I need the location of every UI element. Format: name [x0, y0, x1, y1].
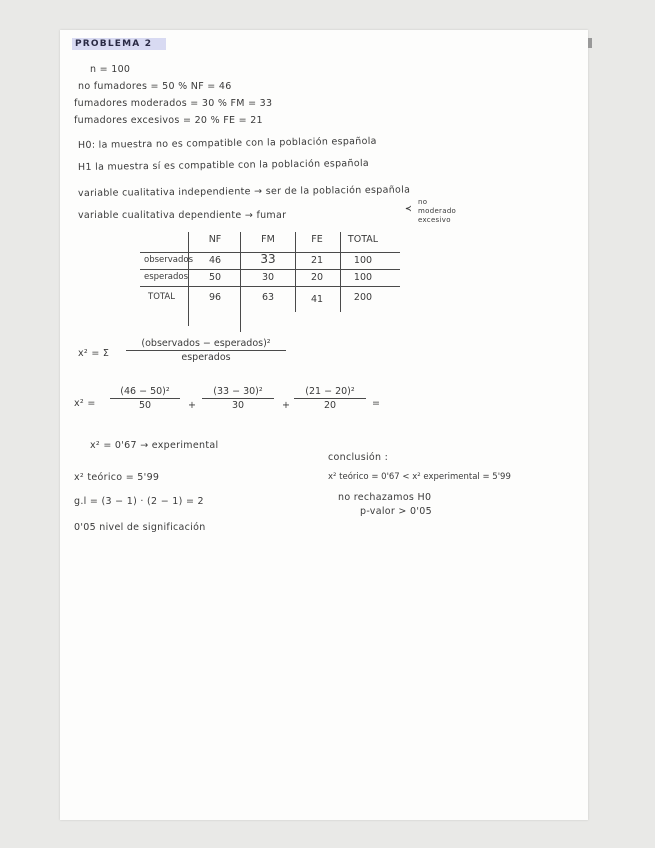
result-significance: 0'05 nivel de significación	[74, 522, 206, 533]
table-cell: 30	[261, 272, 275, 283]
table-cell: 41	[310, 294, 324, 305]
calc-term-1	[110, 386, 180, 411]
conclusion-title: conclusión :	[328, 452, 389, 463]
calc-plus-1: +	[188, 400, 197, 411]
table-header-fm: FM	[261, 234, 275, 245]
line-no-fumadores: no fumadores = 50 % NF = 46	[78, 81, 232, 92]
fumar-option-excesivo: excesivo	[418, 216, 451, 224]
table-row-label: observados	[144, 255, 194, 265]
table-row-label: TOTAL	[148, 292, 175, 302]
calc-plus-2: +	[282, 400, 291, 411]
hypothesis-h1: H1 la muestra sí es compatible con la población española	[77, 157, 370, 173]
hypothesis-h0: H0: la muestra no es compatible con la población española	[77, 135, 377, 151]
calc-equals: =	[372, 398, 381, 409]
line-moderados: fumadores moderados = 30 % FM = 33	[74, 98, 273, 109]
calc-term-2-num: (33 − 30)²	[213, 386, 263, 397]
fumar-option-moderado: moderado	[418, 207, 457, 215]
table-cell: 20	[310, 272, 324, 283]
calc-term-3-den: 20	[323, 400, 337, 411]
table-cell: 200	[353, 292, 373, 303]
brace-icon: ≺	[405, 204, 413, 213]
calc-lhs: x² =	[74, 398, 96, 409]
fumar-option-no: no	[418, 198, 428, 206]
conclusion-line-3: p-valor > 0'05	[360, 506, 432, 517]
page-title: PROBLEMA 2	[72, 38, 166, 50]
formula-numerator: (observados − esperados)²	[141, 338, 271, 349]
table-cell: 100	[353, 255, 373, 266]
table-header-fe: FE	[311, 234, 323, 245]
table-cell: 46	[208, 255, 222, 266]
table-cell: 33	[260, 252, 276, 266]
calc-term-2	[202, 386, 274, 411]
table-cell: 63	[261, 292, 275, 303]
notebook-page	[60, 30, 588, 820]
table-header-total: TOTAL	[347, 234, 379, 245]
table-row-label: esperados	[144, 272, 189, 282]
formula-lhs: x² = Σ	[78, 348, 110, 359]
formula-denominator: esperados	[181, 352, 231, 363]
calc-term-1-den: 50	[138, 400, 152, 411]
calc-term-3-num: (21 − 20)²	[305, 386, 355, 397]
table-cell: 21	[310, 255, 324, 266]
calc-term-2-den: 30	[231, 400, 245, 411]
line-excesivos: fumadores excesivos = 20 % FE = 21	[74, 115, 263, 126]
variable-independent: variable cualitativa independiente → ser de la población española	[77, 184, 411, 199]
table-cell: 96	[208, 292, 222, 303]
table-cell: 50	[208, 272, 222, 283]
line-n: n = 100	[90, 64, 131, 75]
table-header-nf: NF	[208, 234, 222, 245]
result-teorico: x² teórico = 5'99	[74, 472, 160, 483]
result-degrees-freedom: g.l = (3 − 1) · (2 − 1) = 2	[74, 496, 204, 507]
formula-fraction	[126, 338, 286, 363]
table-cell: 100	[353, 272, 373, 283]
calc-term-1-num: (46 − 50)²	[120, 386, 170, 397]
conclusion-line-2: no rechazamos H0	[338, 492, 432, 503]
variable-dependent: variable cualitativa dependiente → fumar	[78, 210, 287, 221]
result-experimental: x² = 0'67 → experimental	[90, 440, 219, 451]
calc-term-3	[294, 386, 366, 411]
conclusion-line-1: x² teórico = 0'67 < x² experimental = 5'99	[328, 472, 511, 482]
binder-mark	[588, 38, 592, 48]
